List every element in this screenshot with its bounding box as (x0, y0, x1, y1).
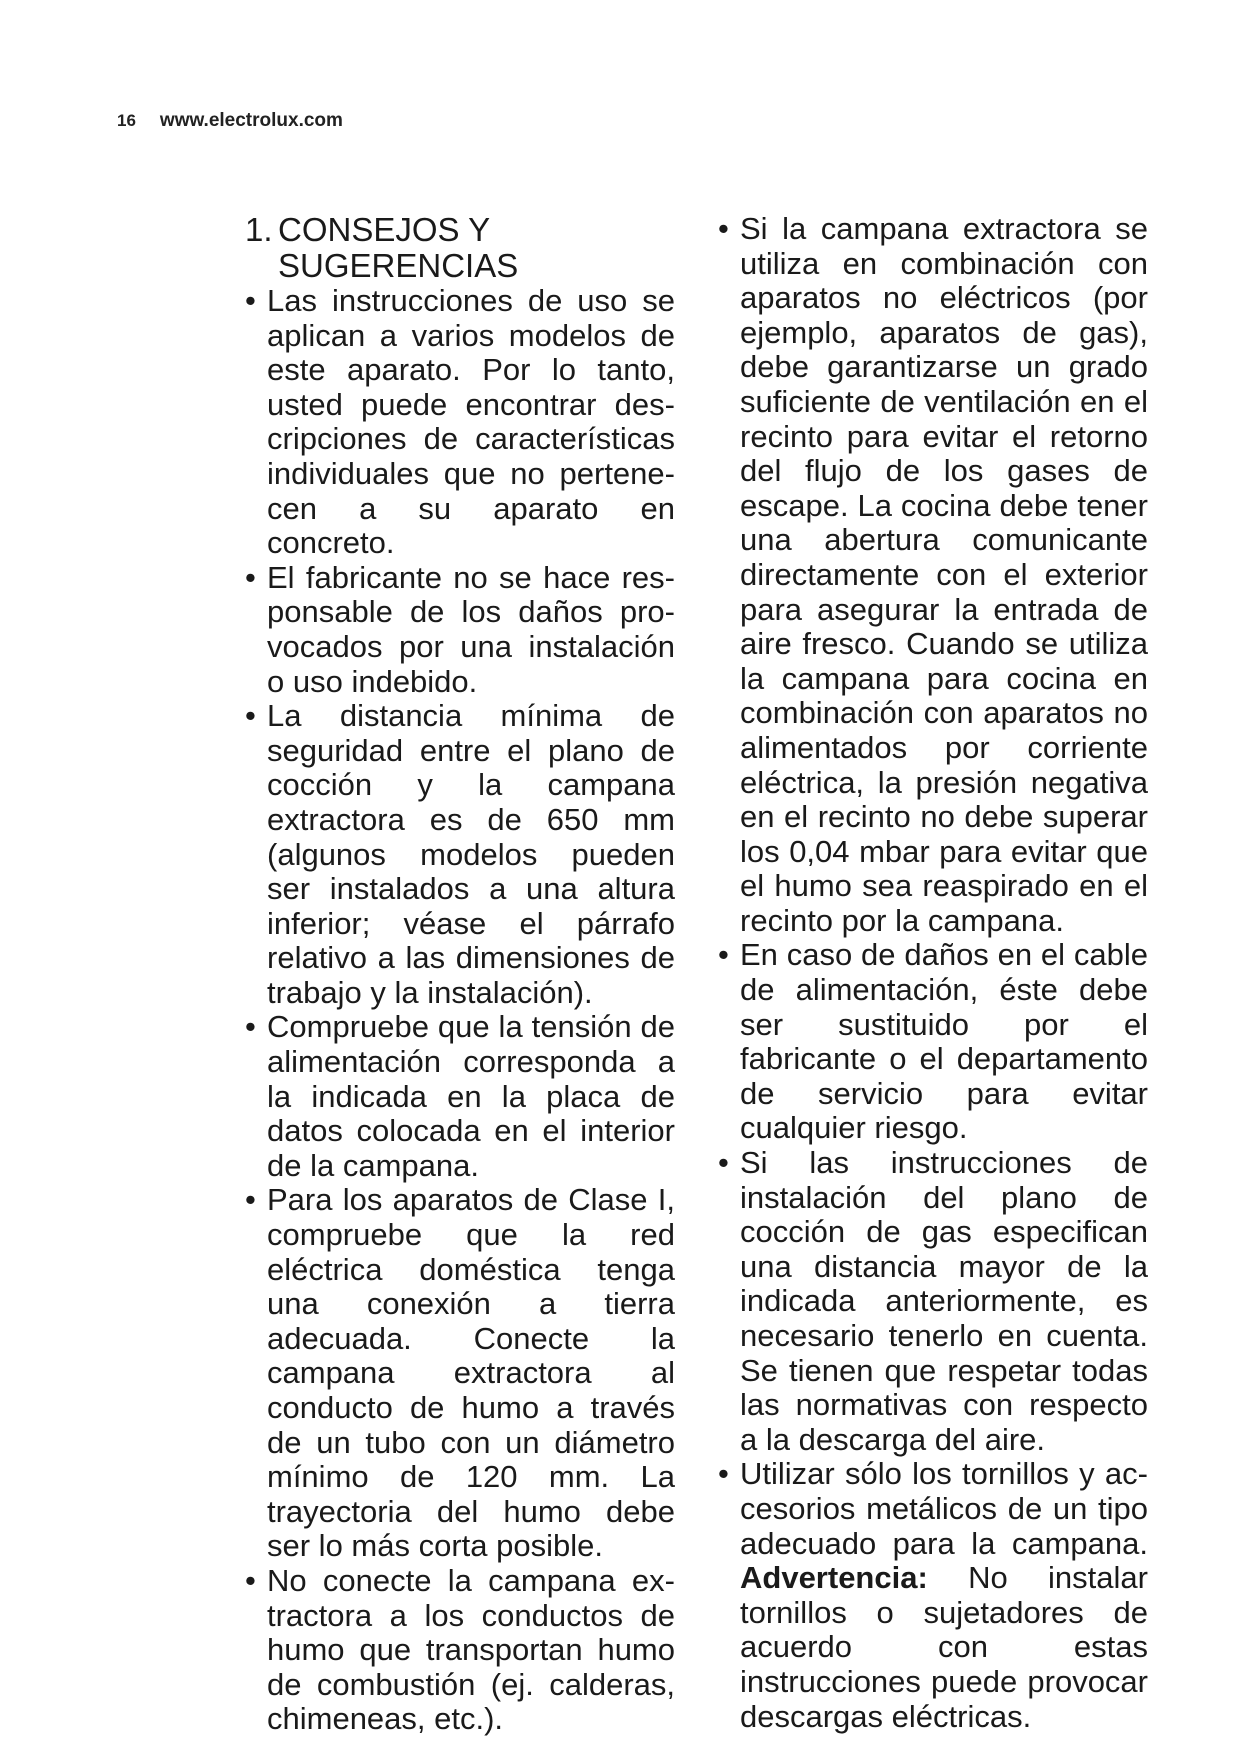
list-item: • No conecte la campana extractora a los conductos de humo que transportan humo de combustión (ej. calderas, chimeneas, etc.). (245, 1564, 675, 1737)
list-item-text: Utilizar sólo los tornillos y accesorios metálicos de un tipo adecuado para la campana. (740, 1456, 1148, 1561)
page-number: 16 (117, 111, 136, 130)
left-bullet-list (245, 284, 675, 1737)
right-column (718, 212, 1148, 1734)
warning-label: Advertencia: (740, 1560, 928, 1596)
list-item: • El fabricante no se hace responsable de los daños provocados por una instalación o uso indebido. (245, 561, 675, 699)
left-column (245, 212, 675, 1737)
list-item: • Las instrucciones de uso se aplican a varios modelos de este aparato. Por lo tanto, usted puede encontrar descripciones de características individuales que no pertenecen a su aparato en concreto. (245, 284, 675, 561)
list-item: • En caso de daños en el cable de alimentación, éste debe ser sustituido por el fabricante o el departamento de servicio para evitar cualquier riesgo. (718, 938, 1148, 1146)
list-item: • Compruebe que la tensión de alimentación corresponda a la indicada en la placa de datos colocada en el interior de la campana. (245, 1010, 675, 1183)
section-title-text: CONSEJOS Y SUGERENCIAS (278, 211, 519, 284)
page-header (117, 110, 343, 132)
section-number: 1. (245, 211, 273, 248)
section-title (245, 212, 675, 284)
right-bullet-list (718, 212, 1148, 1734)
list-item: • La distancia mínima de seguridad entre el plano de cocción y la campana extractora es de 650 mm (algunos modelos pueden ser instalados a una altura inferior; véase el párrafo relativo a las dimensiones de trabajo y la instalación). (245, 699, 675, 1010)
website-url: www.electrolux.com (159, 110, 343, 131)
list-item: • Si la campana extractora se utiliza en combinación con aparatos no eléctricos (por ejemplo, aparatos de gas), debe garantizarse un grado suficiente de ventilación en el recinto para evitar el retorno del flujo de los gases de escape. La cocina debe tener una abertura comunicante directamente con el exterior para asegurar la entrada de aire fresco. Cuando se utiliza la campana para cocina en combinación con aparatos no alimentados por corriente eléctrica, la presión negativa en el recinto no debe superar los 0,04 mbar para evitar que el humo sea reaspirado en el recinto por la campana. (718, 212, 1148, 938)
list-item: • Si las instrucciones de instalación del plano de cocción de gas especifican una distancia mayor de la indicada anteriormente, es necesario tenerlo en cuenta. Se tienen que respetar todas las normativas con respecto a la descarga del aire. (718, 1146, 1148, 1457)
list-item: • Para los aparatos de Clase I, compruebe que la red eléctrica doméstica tenga una conexión a tierra adecuada. Conecte la campana extractora al conducto de humo a través de un tubo con un diámetro mínimo de 120 mm. La trayectoria del humo debe ser lo más corta posible. (245, 1183, 675, 1564)
list-item-warning (718, 1457, 1148, 1734)
warning-text: No instalar tornillos o sujetadores de acuerdo con estas instrucciones puede provocar descargas eléctricas. (740, 1560, 1148, 1734)
